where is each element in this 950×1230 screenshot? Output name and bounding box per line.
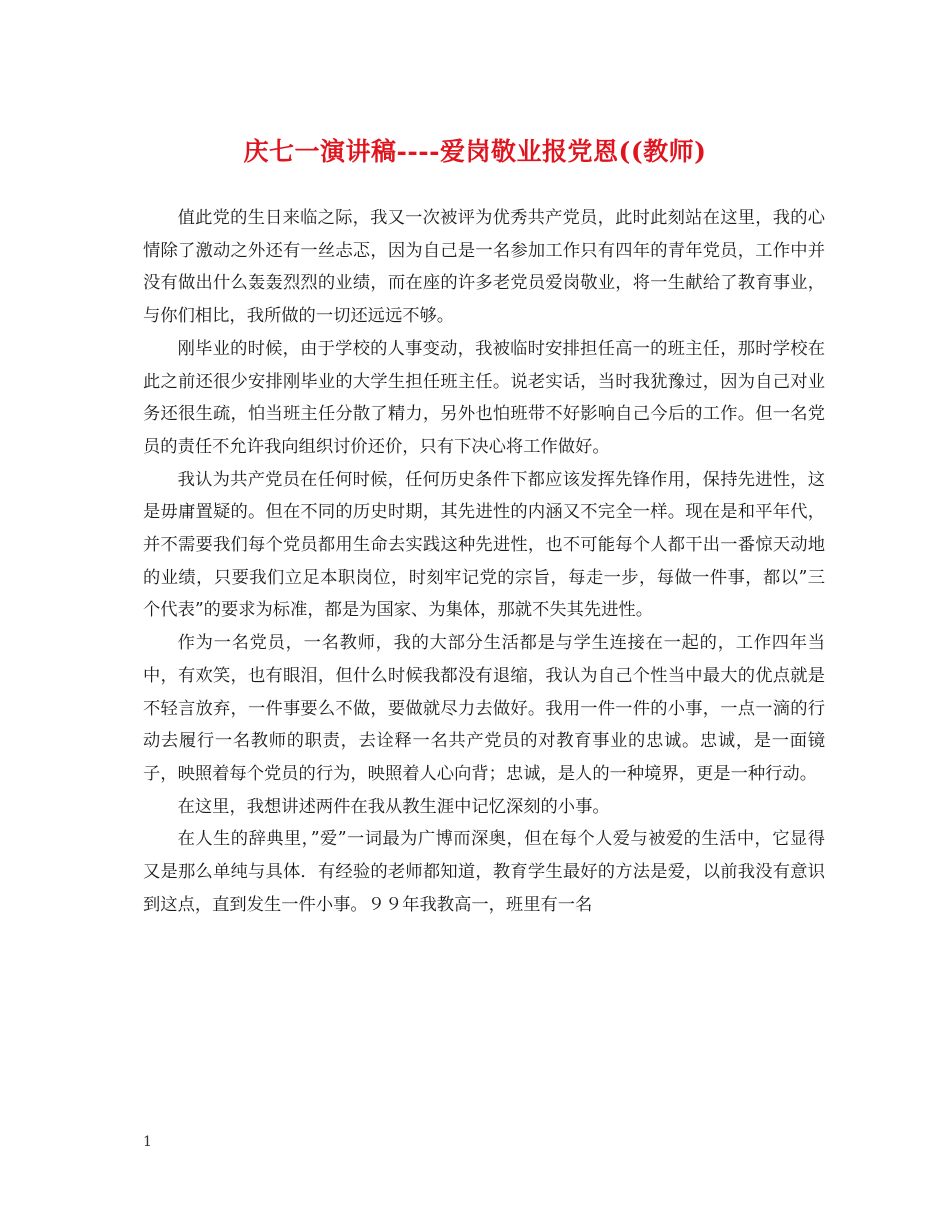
paragraph-5: 在这里，我想讲述两件在我从教生涯中记忆深刻的小事。 — [177, 796, 610, 817]
paragraph-2: 刚毕业的时候，由于学校的人事变动，我被临时安排担任高一的班主任，那时学校在此之前还很少安排刚毕业的大学生担任班主任。说老实话，当时我犹豫过，因为自己对业务还很生疏，怕当班主任分散了精力，另外也怕班带不好影响自己今后的工作。但一名党员的责任不允许我向组织讨价还价，只有下决心将工作做好。 — [143, 338, 825, 457]
document-title: 庆七一演讲稿----爱岗敬业报党恩((教师) — [243, 137, 707, 166]
page-number: 1 — [143, 1134, 152, 1150]
paragraph-6: 在人生的辞典里，”爱”一词最为广博而深奥，但在每个人爱与被爱的生活中，它显得又是那么单纯与具体．有经验的老师都知道，教育学生最好的方法是爱，以前我没有意识到这点，直到发生一件小事。９９年我教高一，班里有一名 — [143, 829, 825, 915]
paragraph-4: 作为一名党员，一名教师，我的大部分生活都是与学生连接在一起的，工作四年当中，有欢笑，也有眼泪，但什么时候我都没有退缩，我认为自己个性当中最大的优点就是不轻言放弃，一件事要么不做，要做就尽力去做好。我用一件一件的小事，一点一滴的行动去履行一名教师的职责，去诠释一名共产党员的对教育事业的忠诚。忠诚，是一面镜子，映照着每个党员的行为，映照着人心向背；忠诚，是人的一种境界，更是一种行动。 — [143, 633, 825, 784]
paragraph-1: 值此党的生日来临之际，我又一次被评为优秀共产党员，此时此刻站在这里，我的心情除了激动之外还有一丝忐忑，因为自己是一名参加工作只有四年的青年党员，工作中并没有做出什么轰轰烈烈的业绩，而在座的许多老党员爱岗敬业，将一生献给了教育事业，与你们相比，我所做的一切还远远不够。 — [143, 208, 825, 327]
document-body — [143, 202, 825, 921]
paragraph-3: 我认为共产党员在任何时候，任何历史条件下都应该发挥先锋作用，保持先进性，这是毋庸置疑的。但在不同的历史时期，其先进性的内涵又不完全一样。现在是和平年代，并不需要我们每个党员都用生命去实践这种先进性，也不可能每个人都干出一番惊天动地的业绩，只要我们立足本职岗位，时刻牢记党的宗旨，每走一步，每做一件事，都以”三个代表”的要求为标准，都是为国家、为集体，那就不失其先进性。 — [143, 469, 825, 621]
